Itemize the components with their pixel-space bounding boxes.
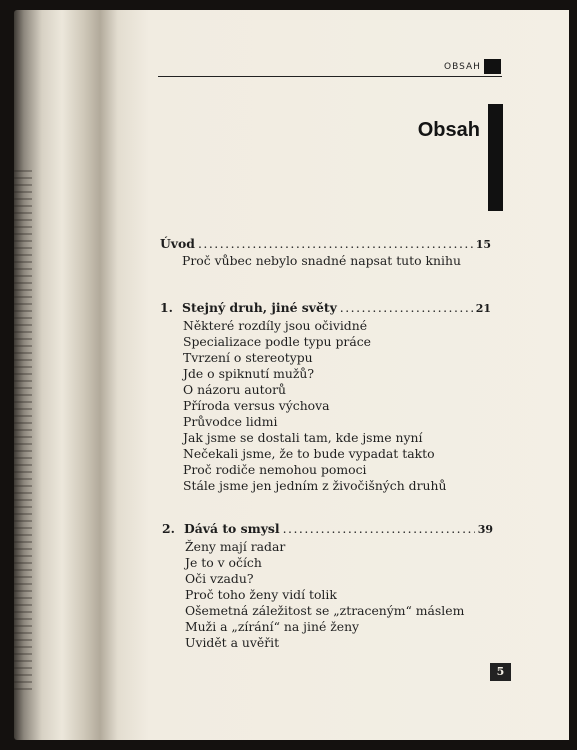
toc-subentry: O názoru autorů: [183, 382, 287, 397]
toc-subentry: Některé rozdíly jsou očividné: [183, 318, 368, 333]
toc-subentry: Tvrzení o stereotypu: [183, 350, 313, 365]
toc-page-number: 39: [477, 523, 493, 536]
toc-entry-intro: [160, 236, 491, 251]
chapter-number: 1.: [160, 300, 173, 315]
toc-entry-chapter-1: [160, 300, 491, 315]
running-header: OBSAH: [444, 62, 481, 72]
toc-subentry: Proč toho ženy vidí tolik: [185, 587, 337, 602]
toc-leader-dots: [283, 521, 475, 536]
page-number: 5: [496, 665, 505, 678]
toc-page-number: 15: [475, 238, 491, 251]
toc-subentry: Jak jsme se dostali tam, kde jsme nyní: [183, 430, 423, 445]
toc-entry-label: Stejný druh, jiné světy: [182, 300, 337, 315]
toc-subentry: Oči vzadu?: [185, 571, 254, 586]
toc-entry-chapter-2: [162, 521, 493, 536]
toc-leader-dots: [340, 300, 473, 315]
toc-subentry: Proč vůbec nebylo snadné napsat tuto knihu: [182, 253, 461, 268]
toc-subentry: Ošemetná záležitost se „ztraceným“ máslem: [185, 603, 465, 618]
page-title: Obsah: [417, 119, 480, 141]
toc-entry-label: Úvod: [160, 236, 195, 251]
toc-subentry: Uvidět a uvěřit: [185, 635, 280, 650]
chapter-number: 2.: [162, 521, 175, 536]
toc-page-number: 21: [475, 302, 491, 315]
toc-subentry: Muži a „zírání“ na jiné ženy: [185, 619, 360, 634]
toc-subentry: Jde o spiknutí mužů?: [183, 366, 315, 381]
toc-subentry: Stále jsme jen jedním z živočišných druhů: [183, 478, 447, 493]
toc-leader-dots: [198, 236, 473, 251]
toc-subentry: Ženy mají radar: [185, 539, 286, 554]
toc-subentry: Příroda versus výchova: [183, 398, 330, 413]
toc-subentry: Proč rodiče nemohou pomoci: [183, 462, 367, 477]
toc-subentry: Specializace podle typu práce: [183, 334, 371, 349]
toc-entry-label: Dává to smysl: [184, 521, 280, 536]
toc-subentry: Nečekali jsme, že to bude vypadat takto: [183, 446, 435, 461]
toc-subentry: Je to v očích: [185, 555, 262, 570]
toc-subentry: Průvodce lidmi: [183, 414, 278, 429]
